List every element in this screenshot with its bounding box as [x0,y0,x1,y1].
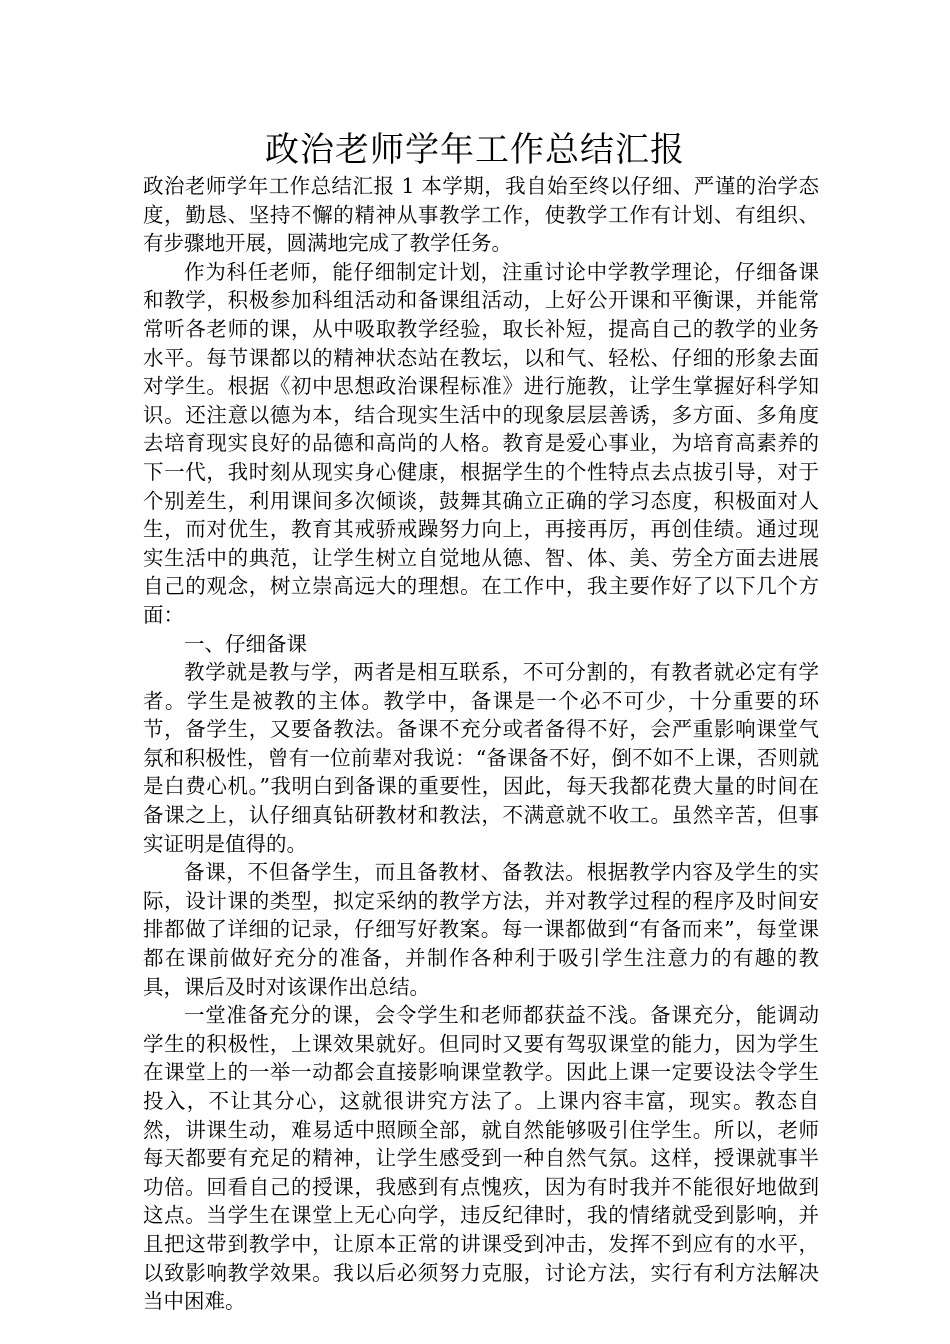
section-heading-preparation: 一、仔细备课 [184,631,307,656]
paragraph-role: 作为科任老师，能仔细制定计划，注重讨论中学教学理论，仔细备课和教学，积极参加科组活动和备课组活动，上好公开课和平衡课，并能常常听各老师的课，从中吸取教学经验，取长补短，提高自己的教学的业务水平。每节课都以的精神状态站在教坛，以和气、轻松、仔细的形象去面对学生。根据《初中思想政治课程标准》进行施教，让学生掌握好科学知识。还注意以德为本，结合现实生活中的现象层层善诱，多方面、多角度去培育现实良好的品德和高尚的人格。教育是爱心事业，为培育高素养的下一代，我时刻从现实身心健康，根据学生的个性特点去点拔引导，对于个别差生，利用课间多次倾谈，鼓舞其确立正确的学习态度，积极面对人生，而对优生，教育其戒骄戒躁努力向上，再接再厉，再创佳绩。通过现实生活中的典范，让学生树立自觉地从德、智、体、美、劳全方面去进展自己的观念，树立崇高远大的理想。在工作中，我主要作好了以下几个方面： [143,259,819,627]
paragraph-intro: 政治老师学年工作总结汇报 1 本学期，我自始至终以仔细、严谨的治学态度，勤恳、坚持不懈的精神从事教学工作，使教学工作有计划、有组织、有步骤地开展，圆满地完成了教学任务。 [143,174,819,256]
document-title: 政治老师学年工作总结汇报 [265,130,685,170]
document-body [143,172,819,1316]
paragraph-classroom: 一堂准备充分的课，会令学生和老师都获益不浅。备课充分，能调动学生的积极性，上课效果就好。但同时又要有驾驭课堂的能力，因为学生在课堂上的一举一动都会直接影响课堂教学。因此上课一定要设法令学生投入，不让其分心，这就很讲究方法了。上课内容丰富，现实。教态自然，讲课生动，难易适中照顾全部，就自然能够吸引住学生。所以，老师每天都要有充足的精神，让学生感受到一种自然气氛。这样，授课就事半功倍。回看自己的授课，我感到有点愧疚，因为有时我并不能很好地做到这点。当学生在课堂上无心向学，违反纪律时，我的情绪就受到影响，并且把这带到教学中，让原本正常的讲课受到冲击，发挥不到应有的水平，以致影响教学效果。我以后必须努力克服，讨论方法，实行有利方法解决当中困难。 [143,1003,819,1314]
paragraph-teaching: 教学就是教与学，两者是相互联系，不可分割的，有教者就必定有学者。学生是被教的主体。教学中，备课是一个必不可少，十分重要的环节，备学生，又要备教法。备课不充分或者备得不好，会严重影响课堂气氛和积极性，曾有一位前辈对我说：“备课备不好，倒不如不上课，否则就是白费心机。”我明白到备课的重要性，因此，每天我都花费大量的时间在备课之上，认仔细真钻研教材和教法，不满意就不收工。虽然辛苦，但事实证明是值得的。 [143,660,819,856]
paragraph-lesson-prep: 备课，不但备学生，而且备教材、备教法。根据教学内容及学生的实际，设计课的类型，拟定采纳的教学方法，并对教学过程的程序及时间安排都做了详细的记录，仔细写好教案。每一课都做到“有备而来”，每堂课都在课前做好充分的准备，并制作各种利于吸引学生注意力的有趣的教具，课后及时对该课作出总结。 [143,860,819,999]
